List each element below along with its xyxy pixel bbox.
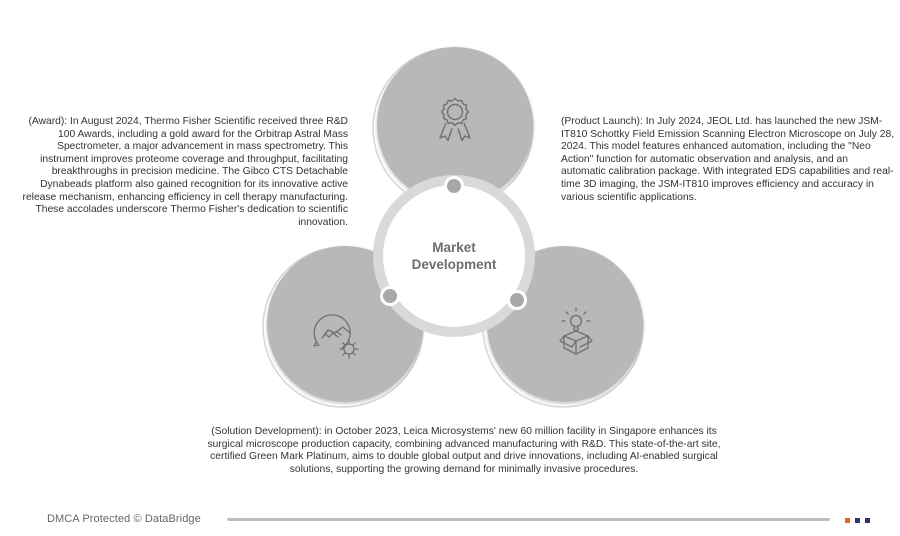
center-title-line1: Market <box>432 240 476 255</box>
footer-dot-navy <box>855 518 860 523</box>
connector-dot-right <box>510 293 524 307</box>
footer-copyright: DMCA Protected © DataBridge <box>47 513 201 525</box>
award-description: (Award): In August 2024, Thermo Fisher Scientific received three R&D 100 Awards, including a gold award for the Orbitrap Astral Mass Spectrometer, a major advancement in mass spectrometry. This instrument improves proteome coverage and throughput, facilitating breakthroughs in precision medicine. The Gibco CTS Detachable Dynabeads platform also gained recognition for its innovative active release mechanism, enhancing efficiency in cell therapy manufacturing. These accolades underscore Thermo Fisher's dedication to scientific innovation. <box>22 116 348 228</box>
footer-divider <box>227 518 830 521</box>
product-launch-description: (Product Launch): In July 2024, JEOL Ltd. has launched the new JSM-IT810 Schottky Field Emission Scanning Electron Microscope on July 28, 2024. This model features enhanced automation, including the "Neo Action" function for automatic observation and analysis, and an automatic calibration package. With integrated EDS capabilities and real-time 3D imaging, the JSM-IT810 improves efficiency and accuracy in various scientific applications. <box>561 116 895 203</box>
center-disc <box>384 186 524 326</box>
connector-dot-left <box>383 289 397 303</box>
footer-dot-orange <box>845 518 850 523</box>
footer-dot-navy-2 <box>865 518 870 523</box>
center-title-line2: Development <box>411 257 497 272</box>
solution-development-description: (Solution Development): in October 2023, Leica Microsystems' new 60 million facility in Singapore enhances its surgical microscope production capacity, combining advanced manufacturing with R&D. This state-of-the-art site, certified Green Mark Platinum, aims to double global output and drive innovations, including AI-enabled surgical solutions, supporting the growing demand for minimally invasive procedures. <box>207 426 721 475</box>
connector-dot-top <box>447 179 461 193</box>
